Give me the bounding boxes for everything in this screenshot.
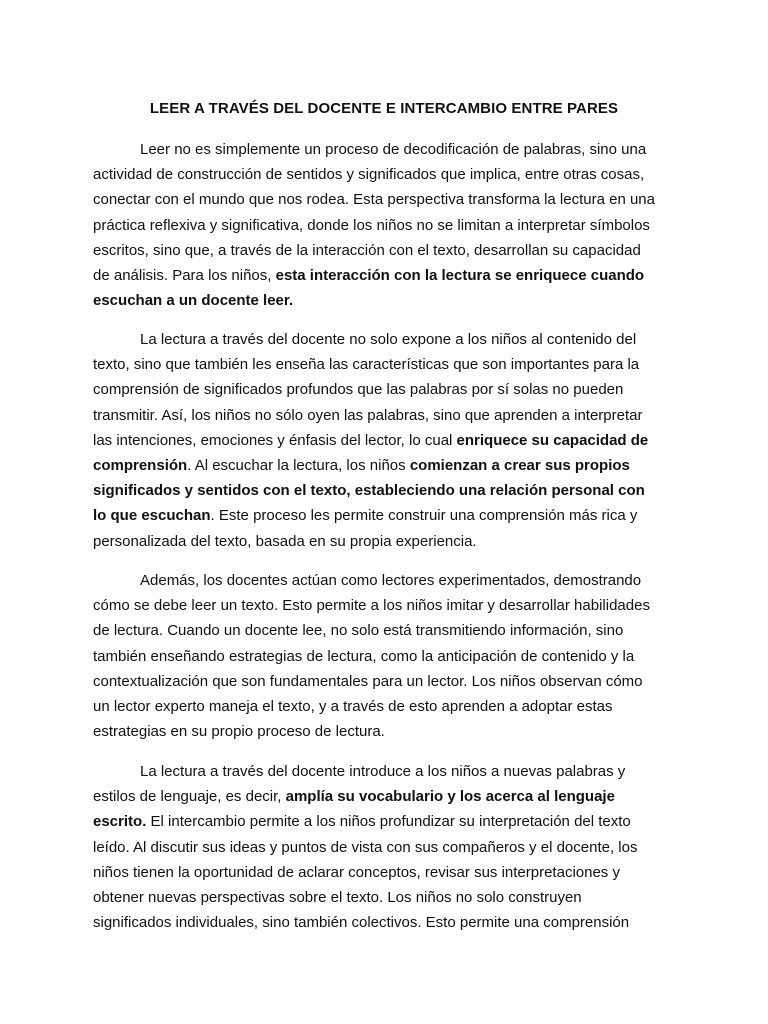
bold-text-run: significados y sentidos con el texto, estableciendo una relación personal con xyxy=(93,482,645,500)
document-title: LEER A TRAVÉS DEL DOCENTE E INTERCAMBIO ENTRE PARES xyxy=(149,100,619,117)
text-run: personalizada del texto, basada en su propia experiencia. xyxy=(93,532,477,550)
text-line xyxy=(93,137,683,162)
paragraph-2 xyxy=(93,327,683,554)
text-line xyxy=(93,377,683,402)
text-run: texto, sino que también les enseña las características que son importantes para la xyxy=(93,356,640,374)
text-run: escritos, sino que, a través de la interacción con el texto, desarrollan su capacidad xyxy=(93,241,641,259)
text-run: estilos de lenguaje, es decir, xyxy=(93,788,286,806)
text-line xyxy=(93,213,683,238)
text-line xyxy=(93,568,683,593)
bold-text-run: comienzan a crear sus propios xyxy=(409,457,630,475)
text-line xyxy=(93,162,683,187)
text-line xyxy=(93,694,683,719)
text-line xyxy=(93,669,683,694)
text-line xyxy=(93,529,683,554)
text-run: un lector experto maneja el texto, y a través de esto aprenden a adoptar estas xyxy=(93,698,613,716)
paragraph-1 xyxy=(93,137,683,313)
text-run: significados individuales, sino también colectivos. Esto permite una comprensión xyxy=(93,914,630,932)
text-line xyxy=(93,478,683,503)
bold-text-run: enriquece su capacidad de xyxy=(456,431,649,449)
text-line xyxy=(93,327,683,352)
text-run: La lectura a través del docente no solo expone a los niños al contenido del xyxy=(140,331,637,348)
text-line xyxy=(93,644,683,669)
text-run: obtener nuevas perspectivas sobre el texto. Los niños no solo construyen xyxy=(93,889,582,907)
text-line xyxy=(93,187,683,212)
text-run: de análisis. Para los niños, xyxy=(93,267,276,285)
text-line xyxy=(93,593,683,618)
text-line xyxy=(93,885,683,910)
text-run: Leer no es simplemente un proceso de decodificación de palabras, sino una xyxy=(140,141,647,158)
text-line xyxy=(93,860,683,885)
text-line xyxy=(93,618,683,643)
text-line xyxy=(93,428,683,453)
text-line xyxy=(93,809,683,834)
text-run: leído. Al discutir sus ideas y puntos de vista con sus compañeros y el docente, los xyxy=(93,838,638,856)
text-run: El intercambio permite a los niños profundizar su interpretación del texto xyxy=(146,813,631,831)
text-line xyxy=(93,263,683,288)
text-run: Además, los docentes actúan como lectores experimentados, demostrando xyxy=(140,572,642,589)
text-run: estrategias en su propio proceso de lectura. xyxy=(93,723,385,741)
text-line xyxy=(93,835,683,860)
paragraph-4 xyxy=(93,759,683,935)
bold-text-run: comprensión xyxy=(93,457,188,475)
text-run: La lectura a través del docente introduce a los niños a nuevas palabras y xyxy=(140,763,626,780)
text-line xyxy=(93,453,683,478)
text-line xyxy=(93,288,683,313)
bold-text-run: escuchan a un docente leer. xyxy=(93,292,294,310)
text-line xyxy=(93,910,683,935)
text-run: las intenciones, emociones y énfasis del lector, lo cual xyxy=(93,431,457,449)
text-run: niños tienen la oportunidad de aclarar conceptos, revisar sus interpretaciones y xyxy=(93,863,620,881)
text-run: conectar con el mundo que nos rodea. Esta perspectiva transforma la lectura en una xyxy=(93,191,655,209)
paragraph-3 xyxy=(93,568,683,744)
text-line xyxy=(93,719,683,744)
text-run: comprensión de significados profundos que las palabras por sí solas no pueden xyxy=(93,381,624,399)
text-line xyxy=(93,238,683,263)
text-line xyxy=(93,503,683,528)
text-line xyxy=(93,403,683,428)
text-run: actividad de construcción de sentidos y significados que implica, entre otras cosas, xyxy=(93,166,645,184)
bold-text-run: amplía su vocabulario y los acerca al lenguaje xyxy=(285,788,615,806)
text-run: de lectura. Cuando un docente lee, no solo está transmitiendo información, sino xyxy=(93,622,624,640)
text-line xyxy=(93,352,683,377)
text-run: . Al escuchar la lectura, los niños xyxy=(187,457,410,475)
bold-text-run: lo que escuchan xyxy=(93,507,211,525)
text-run: práctica reflexiva y significativa, donde los niños no se limitan a interpretar símbolos xyxy=(93,216,650,234)
text-run: . Este proceso les permite construir una comprensión más rica y xyxy=(210,507,638,525)
text-run: transmitir. Así, los niños no sólo oyen las palabras, sino que aprenden a interpretar xyxy=(93,406,643,424)
bold-text-run: escrito. xyxy=(93,813,147,831)
bold-text-run: esta interacción con la lectura se enriquece cuando xyxy=(275,267,645,285)
text-run: cómo se debe leer un texto. Esto permite a los niños imitar y desarrollar habilidades xyxy=(93,597,650,615)
text-line xyxy=(93,759,683,784)
text-line xyxy=(93,784,683,809)
text-run: contextualización que son fundamentales para un lector. Los niños observan cómo xyxy=(93,672,643,690)
text-run: también enseñando estrategias de lectura, como la anticipación de contenido y la xyxy=(93,647,635,665)
